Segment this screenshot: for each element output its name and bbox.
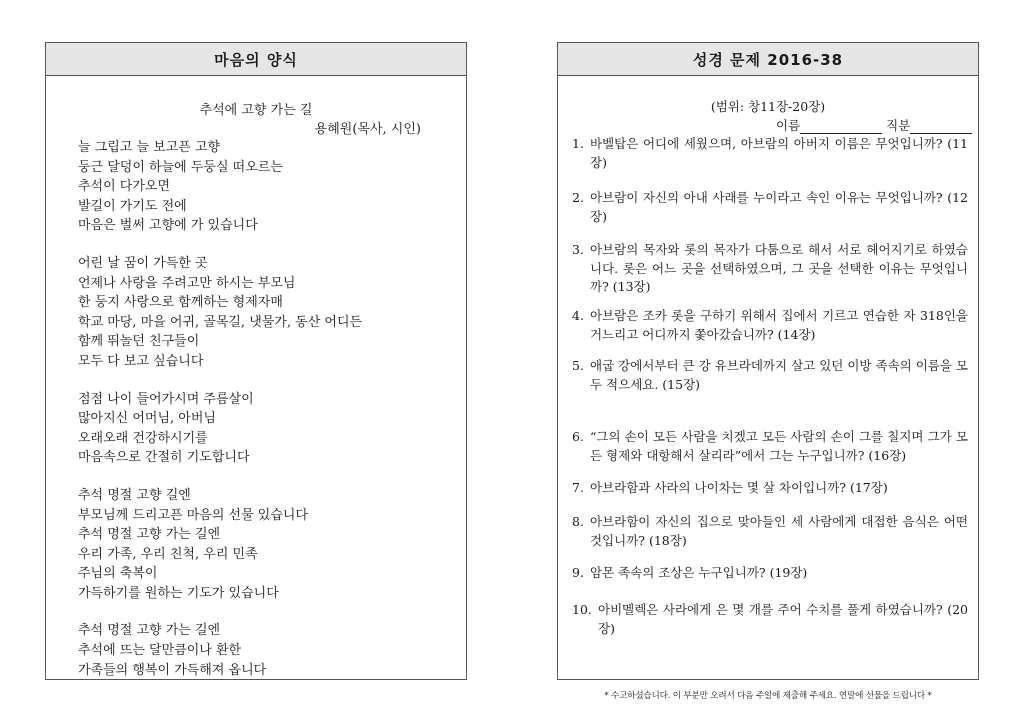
title-label: 직분 — [886, 118, 911, 133]
question-number: 5. — [572, 358, 584, 373]
question-text: 암몬 족속의 조상은 누구입니까? (19장) — [590, 565, 808, 580]
poem-line: 많아지신 어머님, 아버님 — [78, 411, 216, 427]
question-number: 6. — [572, 429, 584, 444]
question-text: 아비멜렉은 사라에게 은 몇 개를 주어 수치를 풀게 하였습니까? (20장) — [598, 602, 968, 636]
question-text: 애굽 강에서부터 큰 강 유브라데까지 살고 있던 이방 족속의 이름을 모두 적으세요. (15장) — [590, 358, 968, 392]
question-number: 9. — [572, 565, 584, 580]
question-text: 아브람이 자신의 아내 사래를 누이라고 속인 이유는 무엇입니까? (12장) — [590, 190, 968, 224]
poem-title: 추석에 고향 가는 길 — [199, 103, 313, 118]
question-number: 1. — [572, 136, 584, 151]
poem-author: 용혜원(목사, 시인) — [314, 122, 421, 137]
meditation-panel — [45, 42, 467, 680]
quiz-question — [572, 564, 968, 583]
poem-stanza — [78, 254, 438, 372]
poem-line: 함께 뛰놀던 친구들이 — [78, 334, 200, 350]
question-number: 10. — [572, 602, 592, 617]
poem-line: 발길이 가기도 전에 — [78, 198, 187, 214]
poem-line: 마음은 벌써 고향에 가 있습니다 — [78, 218, 258, 234]
quiz-question — [572, 513, 968, 550]
question-text: 아브람은 조카 롯을 구하기 위해서 집에서 기르고 연습한 자 318인을 거느리고 어디까지 쫓아갔습니까? (14장) — [590, 308, 968, 342]
poem-line: 우리 가족, 우리 친척, 우리 민족 — [78, 546, 258, 562]
poem-line: 추석 명절 고향 가는 길엔 — [78, 623, 221, 639]
question-number: 2. — [572, 190, 584, 205]
quiz-question — [572, 601, 968, 638]
quiz-question — [572, 357, 968, 394]
poem-line: 추석 명절 고향 가는 길엔 — [78, 527, 221, 543]
poem-line: 늘 그립고 늘 보고픈 고향 — [78, 140, 221, 155]
quiz-question — [572, 307, 968, 344]
poem-line: 가족들의 행복이 가득해져 옵니다 — [78, 662, 267, 678]
submission-note: * 수고하셨습니다. 이 부분만 오려서 다음 주일에 제출해 주세요. 연말에 선물을 드립니다 * — [604, 691, 932, 701]
question-text: 아브라함과 사라의 나이차는 몇 살 차이입니까? (17장) — [590, 480, 888, 495]
poem-stanza — [78, 390, 438, 468]
poem-stanza — [78, 486, 438, 604]
question-number: 4. — [572, 308, 584, 323]
poem-line: 오래오래 건강하시기를 — [78, 430, 208, 446]
poem-stanza — [78, 621, 438, 680]
poem-line: 추석에 뜨는 달만큼이나 환한 — [78, 643, 242, 659]
poem-line: 점점 나이 들어가시며 주름살이 — [78, 391, 254, 407]
poem-line: 언제나 사랑을 주려고만 하시는 부모님 — [78, 275, 296, 291]
quiz-question — [572, 428, 968, 465]
quiz-question — [572, 479, 968, 498]
quiz-question — [572, 135, 968, 172]
quiz-header: 성경 문제 2016-38 — [558, 43, 978, 76]
question-text: “그의 손이 모든 사람을 치겠고 모든 사람의 손이 그를 칠지며 그가 모든 형제와 대항해서 살리라”에서 그는 누구입니까? (16장) — [590, 429, 968, 463]
poem-line: 둥근 달덩이 하늘에 두둥실 떠오르는 — [78, 159, 283, 175]
name-row — [776, 116, 972, 134]
title-blank[interactable] — [910, 121, 972, 134]
question-number: 7. — [572, 480, 584, 495]
question-number: 3. — [572, 242, 584, 257]
poem-stanza — [78, 138, 438, 236]
poem-line: 추석 명절 고향 길엔 — [78, 487, 191, 503]
question-text: 바벨탑은 어디에 세웠으며, 아브람의 아버지 이름은 무엇입니까? (11장) — [590, 136, 968, 170]
question-number: 8. — [572, 514, 584, 529]
poem-line: 마음속으로 간절히 기도합니다 — [78, 450, 250, 466]
poem-line: 가득하기를 원하는 기도가 있습니다 — [78, 585, 279, 601]
poem-line: 모두 다 보고 싶습니다 — [78, 353, 204, 369]
poem-line: 추석이 다가오면 — [78, 179, 171, 195]
poem-line: 한 둥지 사랑으로 함께하는 형제자매 — [78, 295, 283, 311]
bible-quiz-panel — [557, 42, 979, 701]
quiz-question — [572, 189, 968, 226]
poem-line: 부모님께 드리고픈 마음의 선물 있습니다 — [78, 507, 309, 523]
poem-line: 어린 날 꿈이 가득한 곳 — [78, 255, 208, 271]
poem-line: 학교 마당, 마을 어귀, 골목길, 냇물가, 동산 어디든 — [78, 314, 363, 330]
poem-line: 주님의 축복이 — [78, 566, 158, 582]
name-blank[interactable] — [800, 121, 882, 134]
poem-body — [78, 138, 438, 698]
meditation-header: 마음의 양식 — [46, 43, 466, 76]
quiz-question — [572, 241, 968, 297]
question-text: 아브람의 목자와 롯의 목자가 다툼으로 해서 서로 헤어지기로 하였습니다. 롯은 어느 곳을 선택하였으며, 그 곳을 선택한 이유는 무엇입니까? (13장) — [590, 242, 968, 294]
name-label: 이름 — [776, 118, 801, 133]
quiz-range: (범위: 창11장-20장) — [710, 99, 826, 114]
question-text: 아브라함이 자신의 집으로 맞아들인 세 사람에게 대접한 음식은 어떤 것입니까? (18장) — [590, 514, 968, 548]
